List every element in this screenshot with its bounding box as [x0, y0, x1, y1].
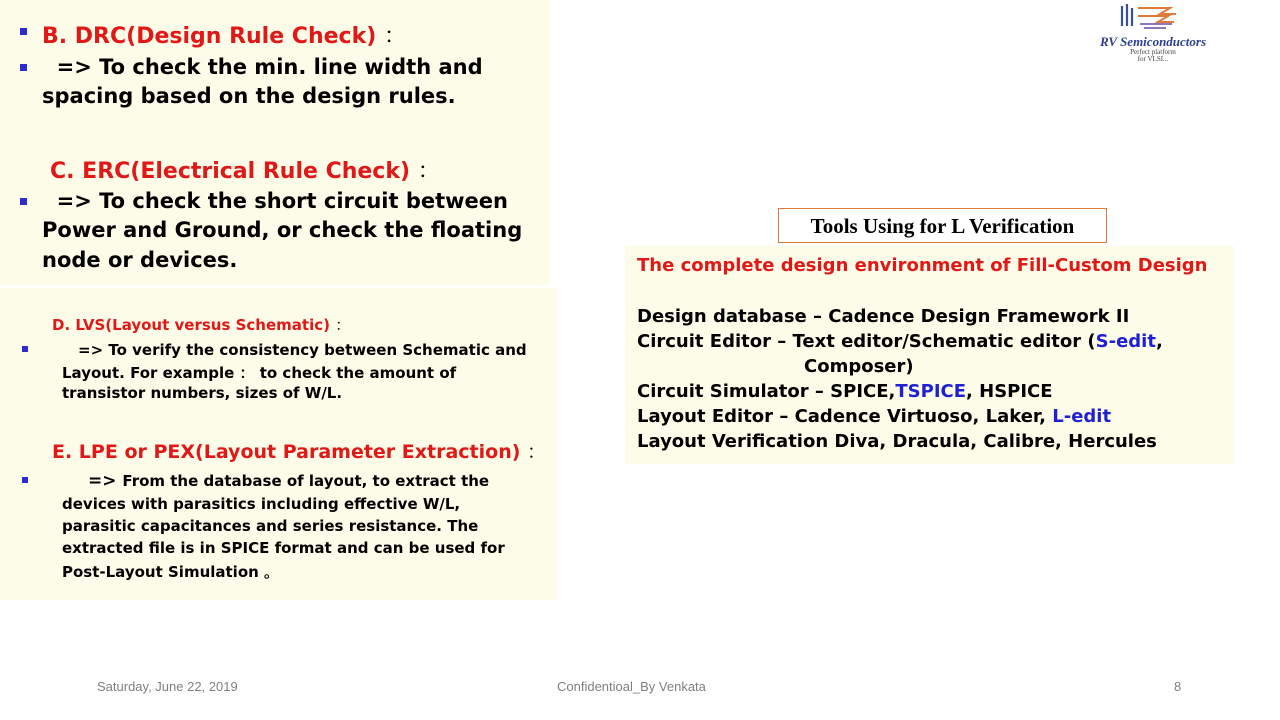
tool-circuit-editor-comma: ,: [1155, 331, 1163, 352]
tool-circuit-editor-line-2: Composer): [804, 356, 914, 377]
section-c-colon: ：: [417, 159, 440, 184]
footer-confidential: Confidentioal_By Venkata: [557, 679, 706, 694]
logo-text: RV Semiconductors: [1099, 34, 1207, 49]
section-d-colon: ：: [335, 316, 351, 334]
footer-page-number: 8: [1174, 679, 1182, 694]
tool-circuit-simulator-text: Circuit Simulator – SPICE,: [637, 381, 896, 402]
logo-tagline-2: for VLSI...: [1137, 55, 1169, 63]
tool-circuit-simulator: [637, 381, 1053, 402]
tools-title: Tools Using for L Verification: [810, 214, 1075, 238]
tools-title-box: [778, 208, 1107, 243]
section-c-line-2: Power and Ground, or check the floating: [42, 218, 523, 242]
section-c-heading-text: C. ERC(Electrical Rule Check): [50, 159, 411, 184]
bullet-b-body: [20, 64, 27, 71]
tool-circuit-editor-text: Circuit Editor – Text editor/Schematic editor (: [637, 331, 1096, 352]
bullet-d-body: [22, 346, 28, 352]
section-d-heading-text: D. LVS(Layout versus Schematic): [52, 316, 330, 334]
bullet-c-body: [20, 198, 27, 205]
section-b-colon: ：: [383, 24, 406, 49]
tool-circuit-editor: [637, 331, 1163, 352]
section-c-heading: [50, 154, 440, 185]
section-e-colon: ：: [527, 441, 547, 463]
footer-date: Saturday, June 22, 2019: [97, 679, 238, 694]
logo: [1050, 0, 1250, 64]
section-b-line-2: spacing based on the design rules.: [42, 84, 456, 108]
section-e-line-5: Post-Layout Simulation 。: [62, 563, 280, 581]
section-e-line-2: devices with parasitics including effective W/L,: [62, 495, 461, 513]
logo-tagline-1: Perfect platform: [1130, 48, 1176, 56]
tool-s-edit: S-edit: [1095, 331, 1156, 352]
section-d-heading: [52, 314, 350, 335]
bullet-e-body: [22, 477, 28, 483]
tool-hspice: , HSPICE: [966, 381, 1053, 402]
tool-layout-editor: [637, 406, 1111, 427]
section-e-line-3: parasitic capacitances and series resistance. The: [62, 517, 479, 535]
section-c-line-1: => To check the short circuit between: [42, 189, 508, 213]
section-e-line-4: extracted file is in SPICE format and can be used for: [62, 539, 505, 557]
section-c-line-3: node or devices.: [42, 248, 238, 272]
bullet-b-heading: [20, 28, 27, 35]
tool-layout-editor-text: Layout Editor – Cadence Virtuoso, Laker,: [637, 406, 1053, 427]
section-b-heading: [42, 19, 406, 50]
section-b-line-1: => To check the min. line width and: [42, 55, 483, 79]
section-e-arrow: =>: [88, 471, 123, 491]
tools-subtitle: The complete design environment of Fill-Custom Design: [637, 255, 1208, 276]
section-e-heading-text: E. LPE or PEX(Layout Parameter Extraction): [52, 441, 521, 463]
section-e-line-1: [88, 471, 489, 491]
section-d-line-3: transistor numbers, sizes of W/L.: [62, 384, 343, 402]
section-d-line-2: Layout. For example ： to check the amount of: [62, 364, 457, 382]
tool-layout-verification: Layout Verification Diva, Dracula, Calibre, Hercules: [637, 431, 1157, 452]
tool-tspice: TSPICE: [895, 381, 967, 402]
section-e-heading: [52, 437, 546, 464]
tool-design-database: Design database – Cadence Design Framework II: [637, 306, 1130, 327]
section-d-line-1: => To verify the consistency between Schematic and: [78, 341, 527, 359]
tool-l-edit: L-edit: [1052, 406, 1112, 427]
section-b-heading-text: B. DRC(Design Rule Check): [42, 24, 377, 49]
section-e-line-1-text: From the database of layout, to extract the: [122, 472, 490, 490]
logo-icon: [1114, 2, 1184, 34]
